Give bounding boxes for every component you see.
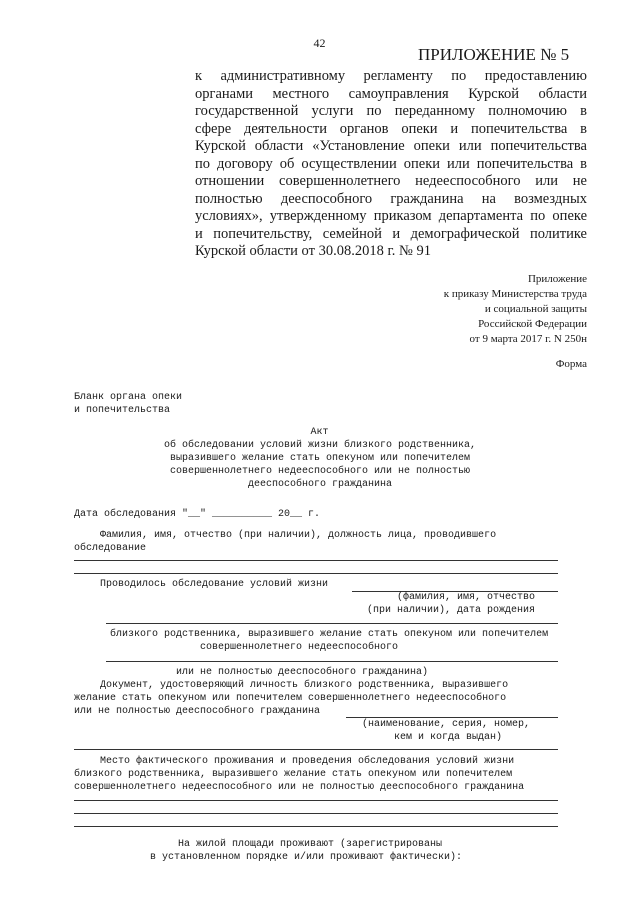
blank-line-2: и попечительства — [74, 405, 171, 416]
appendix-line: условиях», утвержденному приказом департамента по опеке — [195, 208, 587, 224]
document-label-3: или не полностью дееспособного гражданина — [74, 706, 321, 717]
appendix-line: сфере деятельности органов опеки и попечительства в — [195, 120, 587, 137]
relative-label-3: или не полностью дееспособного гражданина) — [176, 667, 429, 678]
ministry-reference — [444, 272, 587, 347]
blank-line-1: Бланк органа опеки — [74, 392, 183, 403]
residence-blank-2[interactable] — [74, 813, 558, 814]
residence-blank-1[interactable] — [74, 800, 558, 801]
appendix-line: полностью дееспособного гражданина на возмездных — [195, 190, 587, 207]
form-label: Форма — [555, 358, 587, 370]
appendix-line: по договору об осуществлении опеки или попечительства в — [195, 155, 587, 172]
inspector-blank-2[interactable] — [74, 573, 558, 574]
inspector-label-2: обследование — [74, 543, 147, 554]
ministry-ref-line: и социальной защиты — [484, 303, 587, 315]
appendix-line: Курской области «Установление опеки или попечительства — [195, 138, 587, 154]
relative-blank[interactable] — [106, 661, 558, 662]
conducted-blank-2[interactable] — [106, 623, 558, 624]
residence-label-3: совершеннолетнего недееспособного или не полностью дееспособного гражданина — [74, 782, 525, 793]
conducted-hint-2: (при наличии), дата рождения — [367, 605, 536, 616]
relative-label-2: совершеннолетнего недееспособного — [200, 642, 399, 653]
document-blank-2[interactable] — [74, 749, 558, 750]
ministry-ref-line: от 9 марта 2017 г. N 250н — [469, 333, 587, 345]
appendix-line: к административному регламенту по предоставлению — [195, 68, 587, 84]
appendix-title: ПРИЛОЖЕНИЕ № 5 — [418, 45, 570, 64]
appendix-line: отношении совершеннолетнего недееспособного или не — [195, 173, 587, 189]
conducted-label: Проводилось обследование условий жизни — [100, 579, 329, 590]
appendix-text — [195, 68, 587, 263]
living-label-1: На жилой площади проживают (зарегистрированы — [178, 839, 443, 850]
ministry-ref-line: Российской Федерации — [478, 318, 587, 330]
living-label-2: в установленном порядке и/или проживают фактически): — [150, 852, 463, 863]
appendix-line: и попечительству, семейной и демографической политике — [195, 225, 587, 242]
document-hint-2: кем и когда выдан) — [394, 732, 503, 743]
document-hint-1: (наименование, серия, номер, — [362, 719, 531, 730]
appendix-line: органами местного самоуправления Курской области — [195, 85, 587, 102]
act-subtitle-line: выразившего желание стать опекуном или попечителем — [169, 453, 471, 464]
document-label-1: Документ, удостоверяющий личность близкого родственника, выразившего — [100, 680, 509, 691]
survey-date-field[interactable]: Дата обследования "__" __________ 20__ г. — [74, 509, 321, 520]
act-subtitle-line: дееспособного гражданина — [247, 479, 393, 490]
document-label-2: желание стать опекуном или попечителем совершеннолетнего недееспособного — [74, 693, 507, 704]
relative-label-1: близкого родственника, выразившего желание стать опекуном или попечителем — [110, 629, 549, 640]
act-title: Акт — [310, 427, 329, 438]
appendix-line: государственной услуги по переданному полномочию в — [195, 103, 587, 119]
ministry-ref-line: к приказу Министерства труда — [443, 288, 587, 300]
ministry-ref-line: Приложение — [527, 273, 587, 285]
act-subtitle-line: совершеннолетнего недееспособного или не полностью — [169, 466, 471, 477]
residence-blank-3[interactable] — [74, 826, 558, 827]
page-number: 42 — [313, 36, 326, 50]
document-blank[interactable] — [346, 717, 558, 718]
act-subtitle-line: об обследовании условий жизни близкого родственника, — [163, 440, 477, 451]
inspector-blank-1[interactable] — [74, 560, 558, 561]
appendix-line: Курской области от 30.08.2018 г. № 91 — [195, 243, 431, 259]
conducted-hint-1: (фамилия, имя, отчество — [397, 592, 536, 603]
residence-label-1: Место фактического проживания и проведения обследования условий жизни — [100, 756, 515, 767]
residence-label-2: близкого родственника, выразившего желание стать опекуном или попечителем — [74, 769, 513, 780]
inspector-label-1: Фамилия, имя, отчество (при наличии), должность лица, проводившего — [100, 530, 497, 541]
